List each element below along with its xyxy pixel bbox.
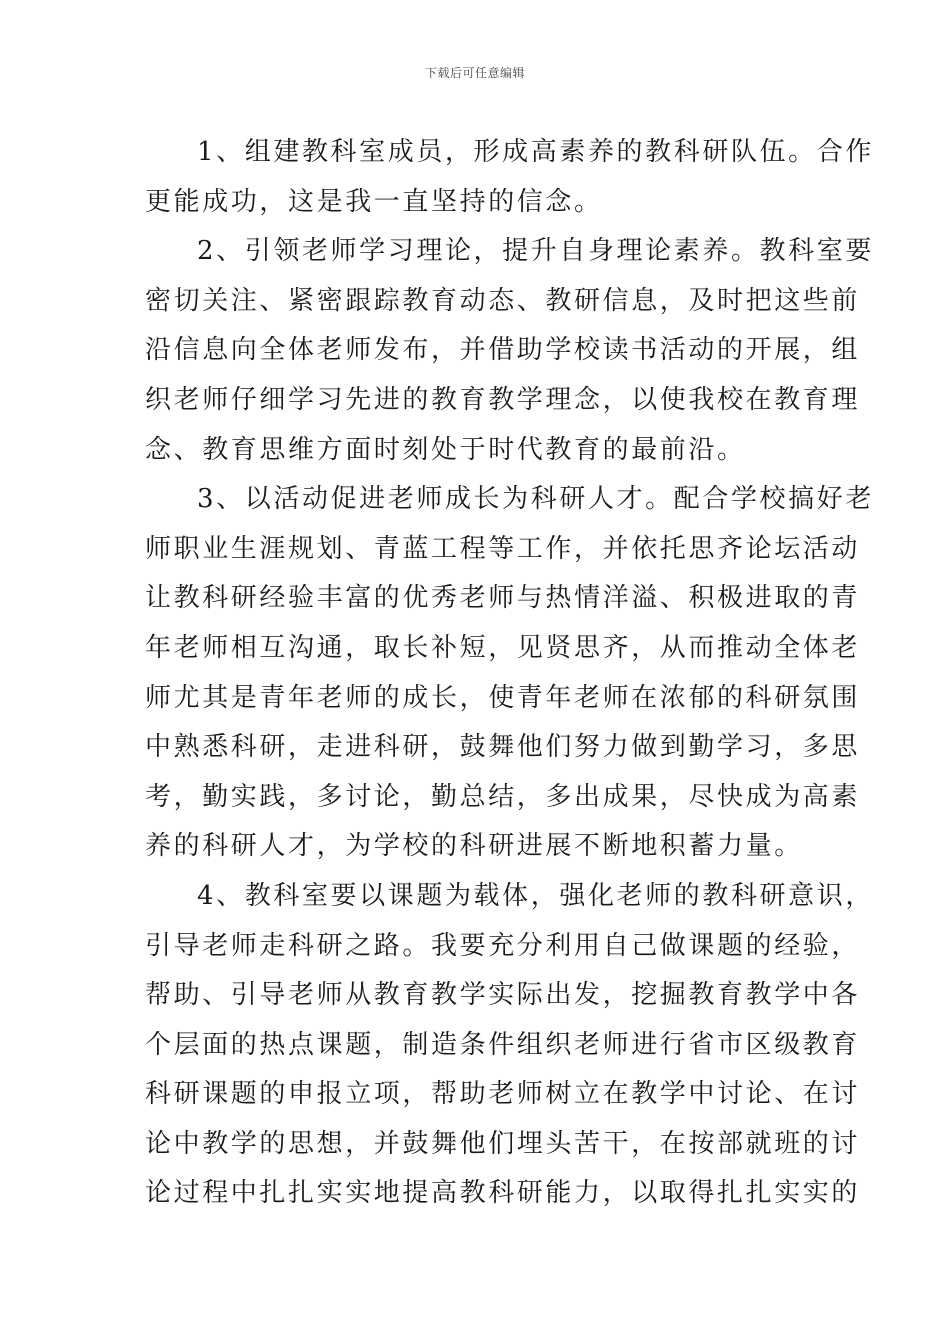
paragraph-4: [145, 872, 874, 1219]
paragraph-line: 2、引领老师学习理论，提升自身理论素养。教科室要: [197, 236, 874, 267]
paragraph-line: 引导老师走科研之路。我要充分利用自己做课题的经验，: [145, 930, 861, 961]
paragraph-line: 沿信息向全体老师发布，并借助学校读书活动的开展，组: [145, 335, 861, 366]
paragraph-line: 中熟悉科研，走进科研，鼓舞他们努力做到勤学习，多思: [145, 732, 861, 763]
document-body: [145, 128, 874, 1219]
paragraph-line: 1、组建教科室成员，形成高素养的教科研队伍。合作: [197, 137, 874, 167]
paragraph-line: 帮助、引导老师从教育教学实际出发，挖掘教育教学中各: [145, 980, 861, 1011]
paragraph-line: 3、以活动促进老师成长为科研人才。配合学校搞好老: [197, 484, 874, 515]
page-header: 下载后可任意编辑: [424, 66, 525, 80]
paragraph-line: 念、教育思维方面时刻处于时代教育的最前沿。: [145, 434, 746, 465]
paragraph-line: 更能成功，这是我一直坚持的信念。: [145, 186, 603, 217]
paragraph-3: [145, 475, 874, 872]
paragraph-line: 科研课题的申报立项，帮助老师树立在教学中讨论、在讨: [145, 1079, 861, 1110]
paragraph-line: 让教科研经验丰富的优秀老师与热情洋溢、积极进取的青: [145, 583, 861, 614]
paragraph-line: 年老师相互沟通，取长补短，见贤思齐，从而推动全体老: [145, 632, 861, 663]
paragraph-line: 织老师仔细学习先进的教育教学理念，以使我校在教育理: [145, 384, 861, 415]
paragraph-line: 养的科研人才，为学校的科研进展不断地积蓄力量。: [145, 831, 803, 862]
paragraph-line: 论中教学的思想，并鼓舞他们埋头苦干，在按部就班的讨: [145, 1128, 861, 1159]
paragraph-line: 师职业生涯规划、青蓝工程等工作，并依托思齐论坛活动: [145, 533, 861, 564]
paragraph-line: 个层面的热点课题，制造条件组织老师进行省市区级教育: [145, 1029, 861, 1060]
paragraph-2: [145, 227, 874, 475]
paragraph-line: 师尤其是青年老师的成长，使青年老师在浓郁的科研氛围: [145, 682, 861, 713]
paragraph-line: 论过程中扎扎实实地提高教科研能力，以取得扎扎实实的: [145, 1178, 861, 1209]
paragraph-line: 考，勤实践，多讨论，勤总结，多出成果，尽快成为高素: [145, 781, 861, 812]
paragraph-line: 密切关注、紧密跟踪教育动态、教研信息，及时把这些前: [145, 285, 861, 316]
paragraph-1: [145, 128, 874, 227]
paragraph-line: 4、教科室要以课题为载体，强化老师的教科研意识，: [197, 880, 874, 911]
